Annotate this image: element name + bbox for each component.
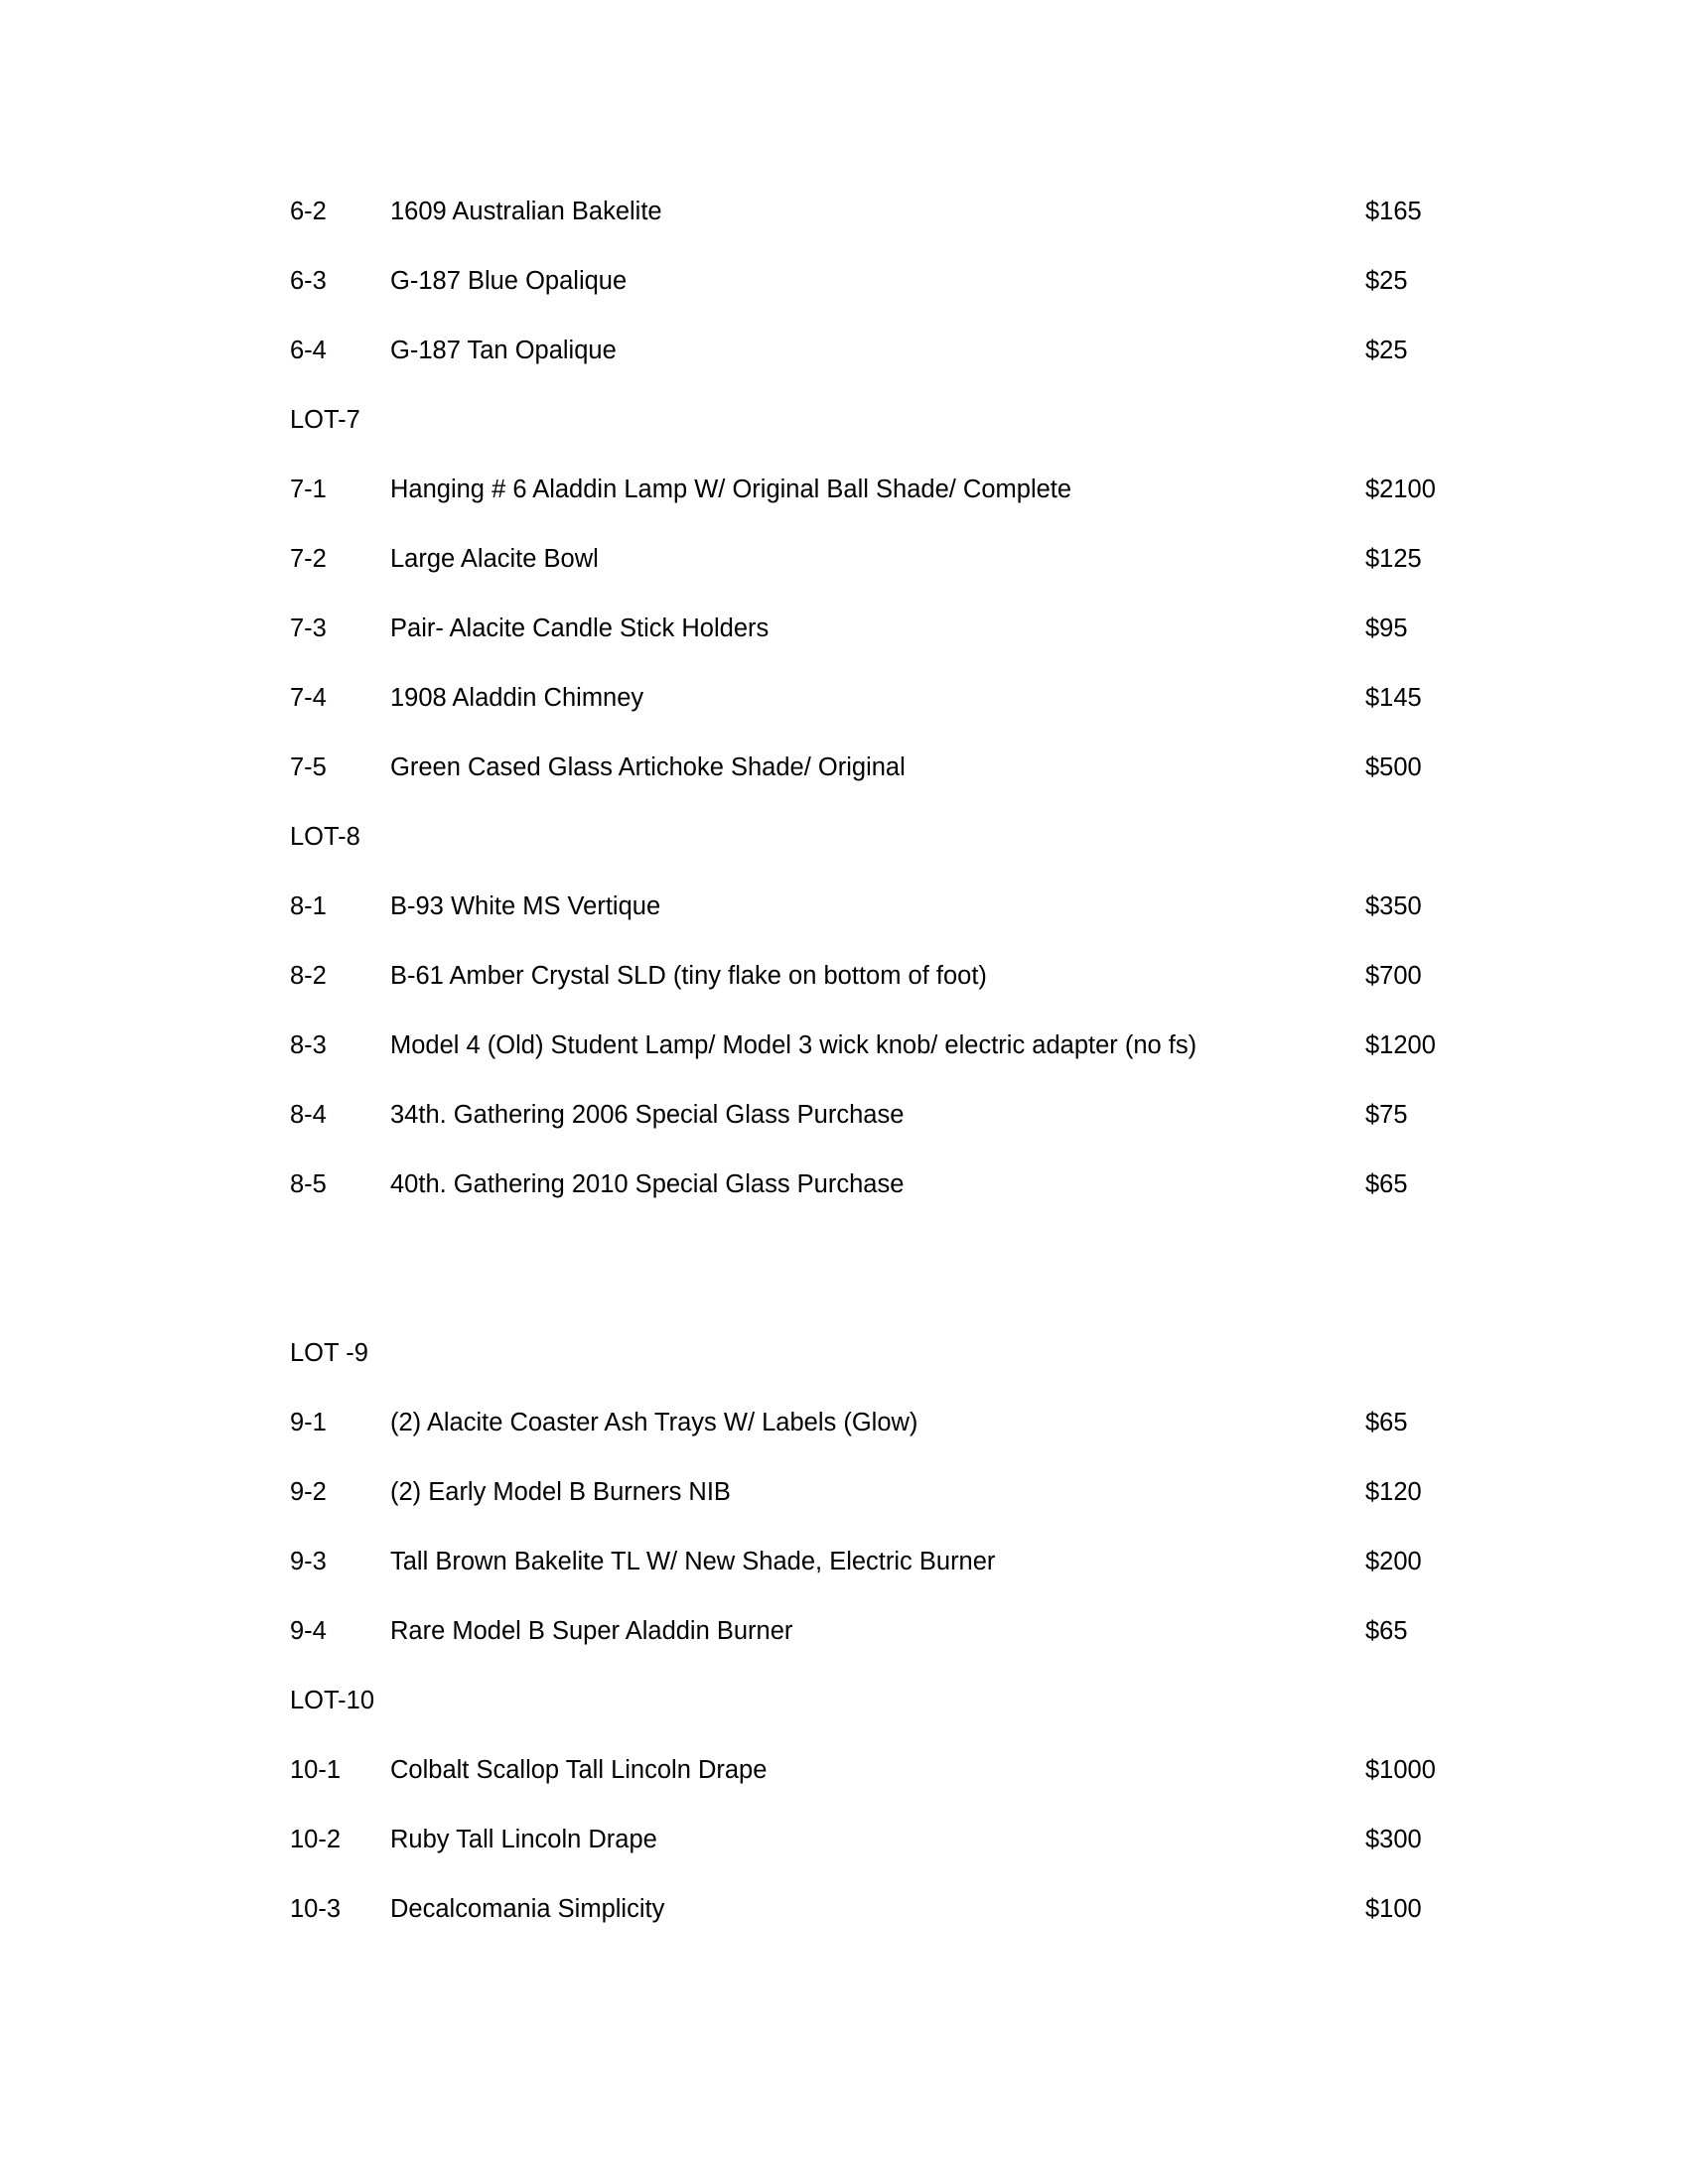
lot-price: $2100 xyxy=(1365,476,1436,503)
lot-group-heading xyxy=(290,1666,1462,1735)
lot-description: G-187 Tan Opalique xyxy=(390,337,617,364)
lot-description: B-93 White MS Vertique xyxy=(390,892,661,920)
lot-price: $350 xyxy=(1365,892,1422,920)
table-row xyxy=(290,1805,1462,1874)
table-row xyxy=(290,316,1462,385)
lot-description: Rare Model B Super Aladdin Burner xyxy=(390,1617,793,1645)
table-row xyxy=(290,455,1462,524)
lot-number: 6-4 xyxy=(290,337,327,364)
lot-description: Model 4 (Old) Student Lamp/ Model 3 wick knob/ electric adapter (no fs) xyxy=(390,1031,1197,1059)
lot-group-title: LOT-7 xyxy=(290,406,360,434)
lot-description: Pair- Alacite Candle Stick Holders xyxy=(390,614,770,642)
table-row xyxy=(290,1596,1462,1666)
lot-number: 6-2 xyxy=(290,198,327,225)
lot-description: Large Alacite Bowl xyxy=(390,545,599,573)
table-row xyxy=(290,733,1462,802)
lot-number: 10-1 xyxy=(290,1756,342,1784)
table-row xyxy=(290,1150,1462,1219)
section-spacer xyxy=(290,1219,1462,1318)
lot-price: $700 xyxy=(1365,962,1422,990)
lot-price: $500 xyxy=(1365,753,1422,781)
lot-description: Green Cased Glass Artichoke Shade/ Original xyxy=(390,753,906,781)
lot-price: $65 xyxy=(1365,1617,1408,1645)
lot-number: 7-3 xyxy=(290,614,327,642)
lot-description: Tall Brown Bakelite TL W/ New Shade, Electric Burner xyxy=(390,1548,996,1575)
lot-price: $145 xyxy=(1365,684,1422,712)
table-row xyxy=(290,524,1462,594)
lot-description: Ruby Tall Lincoln Drape xyxy=(390,1826,657,1853)
lot-group-heading xyxy=(290,802,1462,872)
lot-description: B-61 Amber Crystal SLD (tiny flake on bottom of foot) xyxy=(390,962,987,990)
lot-description: Decalcomania Simplicity xyxy=(390,1895,665,1923)
lot-number: 9-4 xyxy=(290,1617,327,1645)
lot-price: $25 xyxy=(1365,337,1408,364)
table-row xyxy=(290,663,1462,733)
lot-number: 10-3 xyxy=(290,1895,342,1923)
auction-lot-list xyxy=(290,177,1462,1944)
lot-price: $120 xyxy=(1365,1478,1422,1506)
table-row xyxy=(290,1874,1462,1944)
lot-description: (2) Early Model B Burners NIB xyxy=(390,1478,731,1506)
table-row xyxy=(290,1080,1462,1150)
lot-group-title: LOT-8 xyxy=(290,823,360,851)
lot-price: $165 xyxy=(1365,198,1422,225)
lot-price: $1200 xyxy=(1365,1031,1436,1059)
lot-description: 34th. Gathering 2006 Special Glass Purchase xyxy=(390,1101,905,1129)
lot-price: $65 xyxy=(1365,1409,1408,1436)
table-row xyxy=(290,1457,1462,1527)
lot-price: $95 xyxy=(1365,614,1408,642)
lot-price: $25 xyxy=(1365,267,1408,295)
lot-price: $65 xyxy=(1365,1170,1408,1198)
table-row xyxy=(290,1011,1462,1080)
table-row xyxy=(290,1527,1462,1596)
lot-price: $125 xyxy=(1365,545,1422,573)
lot-number: 6-3 xyxy=(290,267,327,295)
table-row xyxy=(290,1388,1462,1457)
lot-price: $75 xyxy=(1365,1101,1408,1129)
lot-number: 9-3 xyxy=(290,1548,327,1575)
lot-description: 40th. Gathering 2010 Special Glass Purchase xyxy=(390,1170,905,1198)
lot-group-heading xyxy=(290,1318,1462,1388)
lot-number: 8-4 xyxy=(290,1101,327,1129)
lot-description: Colbalt Scallop Tall Lincoln Drape xyxy=(390,1756,768,1784)
table-row xyxy=(290,177,1462,246)
lot-number: 7-4 xyxy=(290,684,327,712)
lot-description: 1609 Australian Bakelite xyxy=(390,198,662,225)
lot-number: 9-2 xyxy=(290,1478,327,1506)
lot-description: (2) Alacite Coaster Ash Trays W/ Labels (Glow) xyxy=(390,1409,918,1436)
lot-price: $200 xyxy=(1365,1548,1422,1575)
table-row xyxy=(290,872,1462,941)
lot-description: Hanging # 6 Aladdin Lamp W/ Original Ball Shade/ Complete xyxy=(390,476,1072,503)
lot-group-title: LOT -9 xyxy=(290,1339,368,1367)
table-row xyxy=(290,941,1462,1011)
lot-number: 8-5 xyxy=(290,1170,327,1198)
lot-number: 7-5 xyxy=(290,753,327,781)
lot-number: 7-1 xyxy=(290,476,327,503)
lot-number: 8-3 xyxy=(290,1031,327,1059)
table-row xyxy=(290,594,1462,663)
lot-description: 1908 Aladdin Chimney xyxy=(390,684,644,712)
table-row xyxy=(290,1735,1462,1805)
lot-description: G-187 Blue Opalique xyxy=(390,267,628,295)
table-row xyxy=(290,246,1462,316)
lot-number: 8-1 xyxy=(290,892,327,920)
lot-price: $1000 xyxy=(1365,1756,1436,1784)
lot-group-title: LOT-10 xyxy=(290,1687,375,1714)
lot-price: $300 xyxy=(1365,1826,1422,1853)
lot-group-heading xyxy=(290,385,1462,455)
lot-number: 8-2 xyxy=(290,962,327,990)
lot-number: 7-2 xyxy=(290,545,327,573)
lot-price: $100 xyxy=(1365,1895,1422,1923)
lot-number: 10-2 xyxy=(290,1826,342,1853)
lot-number: 9-1 xyxy=(290,1409,327,1436)
